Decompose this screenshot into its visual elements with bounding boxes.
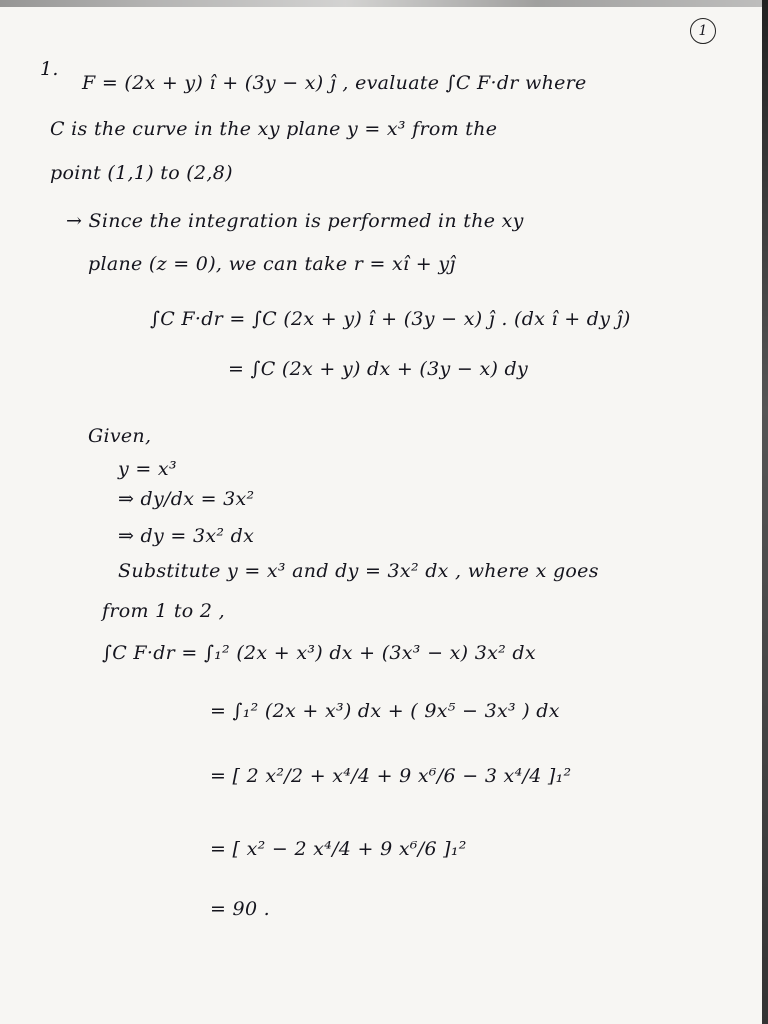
substitute-line-1: Substitute y = x³ and dy = 3x² dx , where x goes [118, 560, 599, 582]
solution-intro-2: plane (z = 0), we can take r = xî + yĵ [88, 253, 456, 275]
evaluation-step-3: = [ 2 x²/2 + x⁴/4 + 9 x⁶/6 − 3 x⁴/4 ]₁² [210, 765, 572, 787]
problem-number: 1. [40, 58, 59, 80]
given-step-3: ⇒ dy = 3x² dx [118, 525, 255, 547]
scan-right-edge [762, 0, 768, 1024]
integral-setup-2: = ∫C (2x + y) dx + (3y − x) dy [228, 358, 529, 380]
page-number: 1 [698, 23, 708, 39]
final-answer: = 90 . [210, 898, 271, 920]
evaluation-step-1: ∫C F·dr = ∫₁² (2x + x³) dx + (3x³ − x) 3x² dx [102, 642, 536, 664]
integral-setup-1: ∫C F·dr = ∫C (2x + y) î + (3y − x) ĵ . (dx î + dy ĵ) [150, 308, 631, 330]
substitute-line-2: from 1 to 2 , [102, 600, 225, 622]
given-label: Given, [88, 425, 152, 447]
problem-line-2: C is the curve in the xy plane y = x³ from the [50, 118, 498, 140]
evaluation-step-2: = ∫₁² (2x + x³) dx + ( 9x⁵ − 3x³ ) dx [210, 700, 560, 722]
page-number-circle [690, 18, 716, 44]
given-step-2: ⇒ dy/dx = 3x² [118, 488, 255, 510]
evaluation-step-4: = [ x² − 2 x⁴/4 + 9 x⁶/6 ]₁² [210, 838, 467, 860]
problem-line-1: F = (2x + y) î + (3y − x) ĵ , evaluate ∫C F·dr where [82, 72, 587, 94]
problem-line-3: point (1,1) to (2,8) [50, 162, 233, 184]
scan-top-edge [0, 0, 768, 7]
given-step-1: y = x³ [118, 458, 177, 480]
solution-intro-1: → Since the integration is performed in the xy [66, 210, 524, 232]
